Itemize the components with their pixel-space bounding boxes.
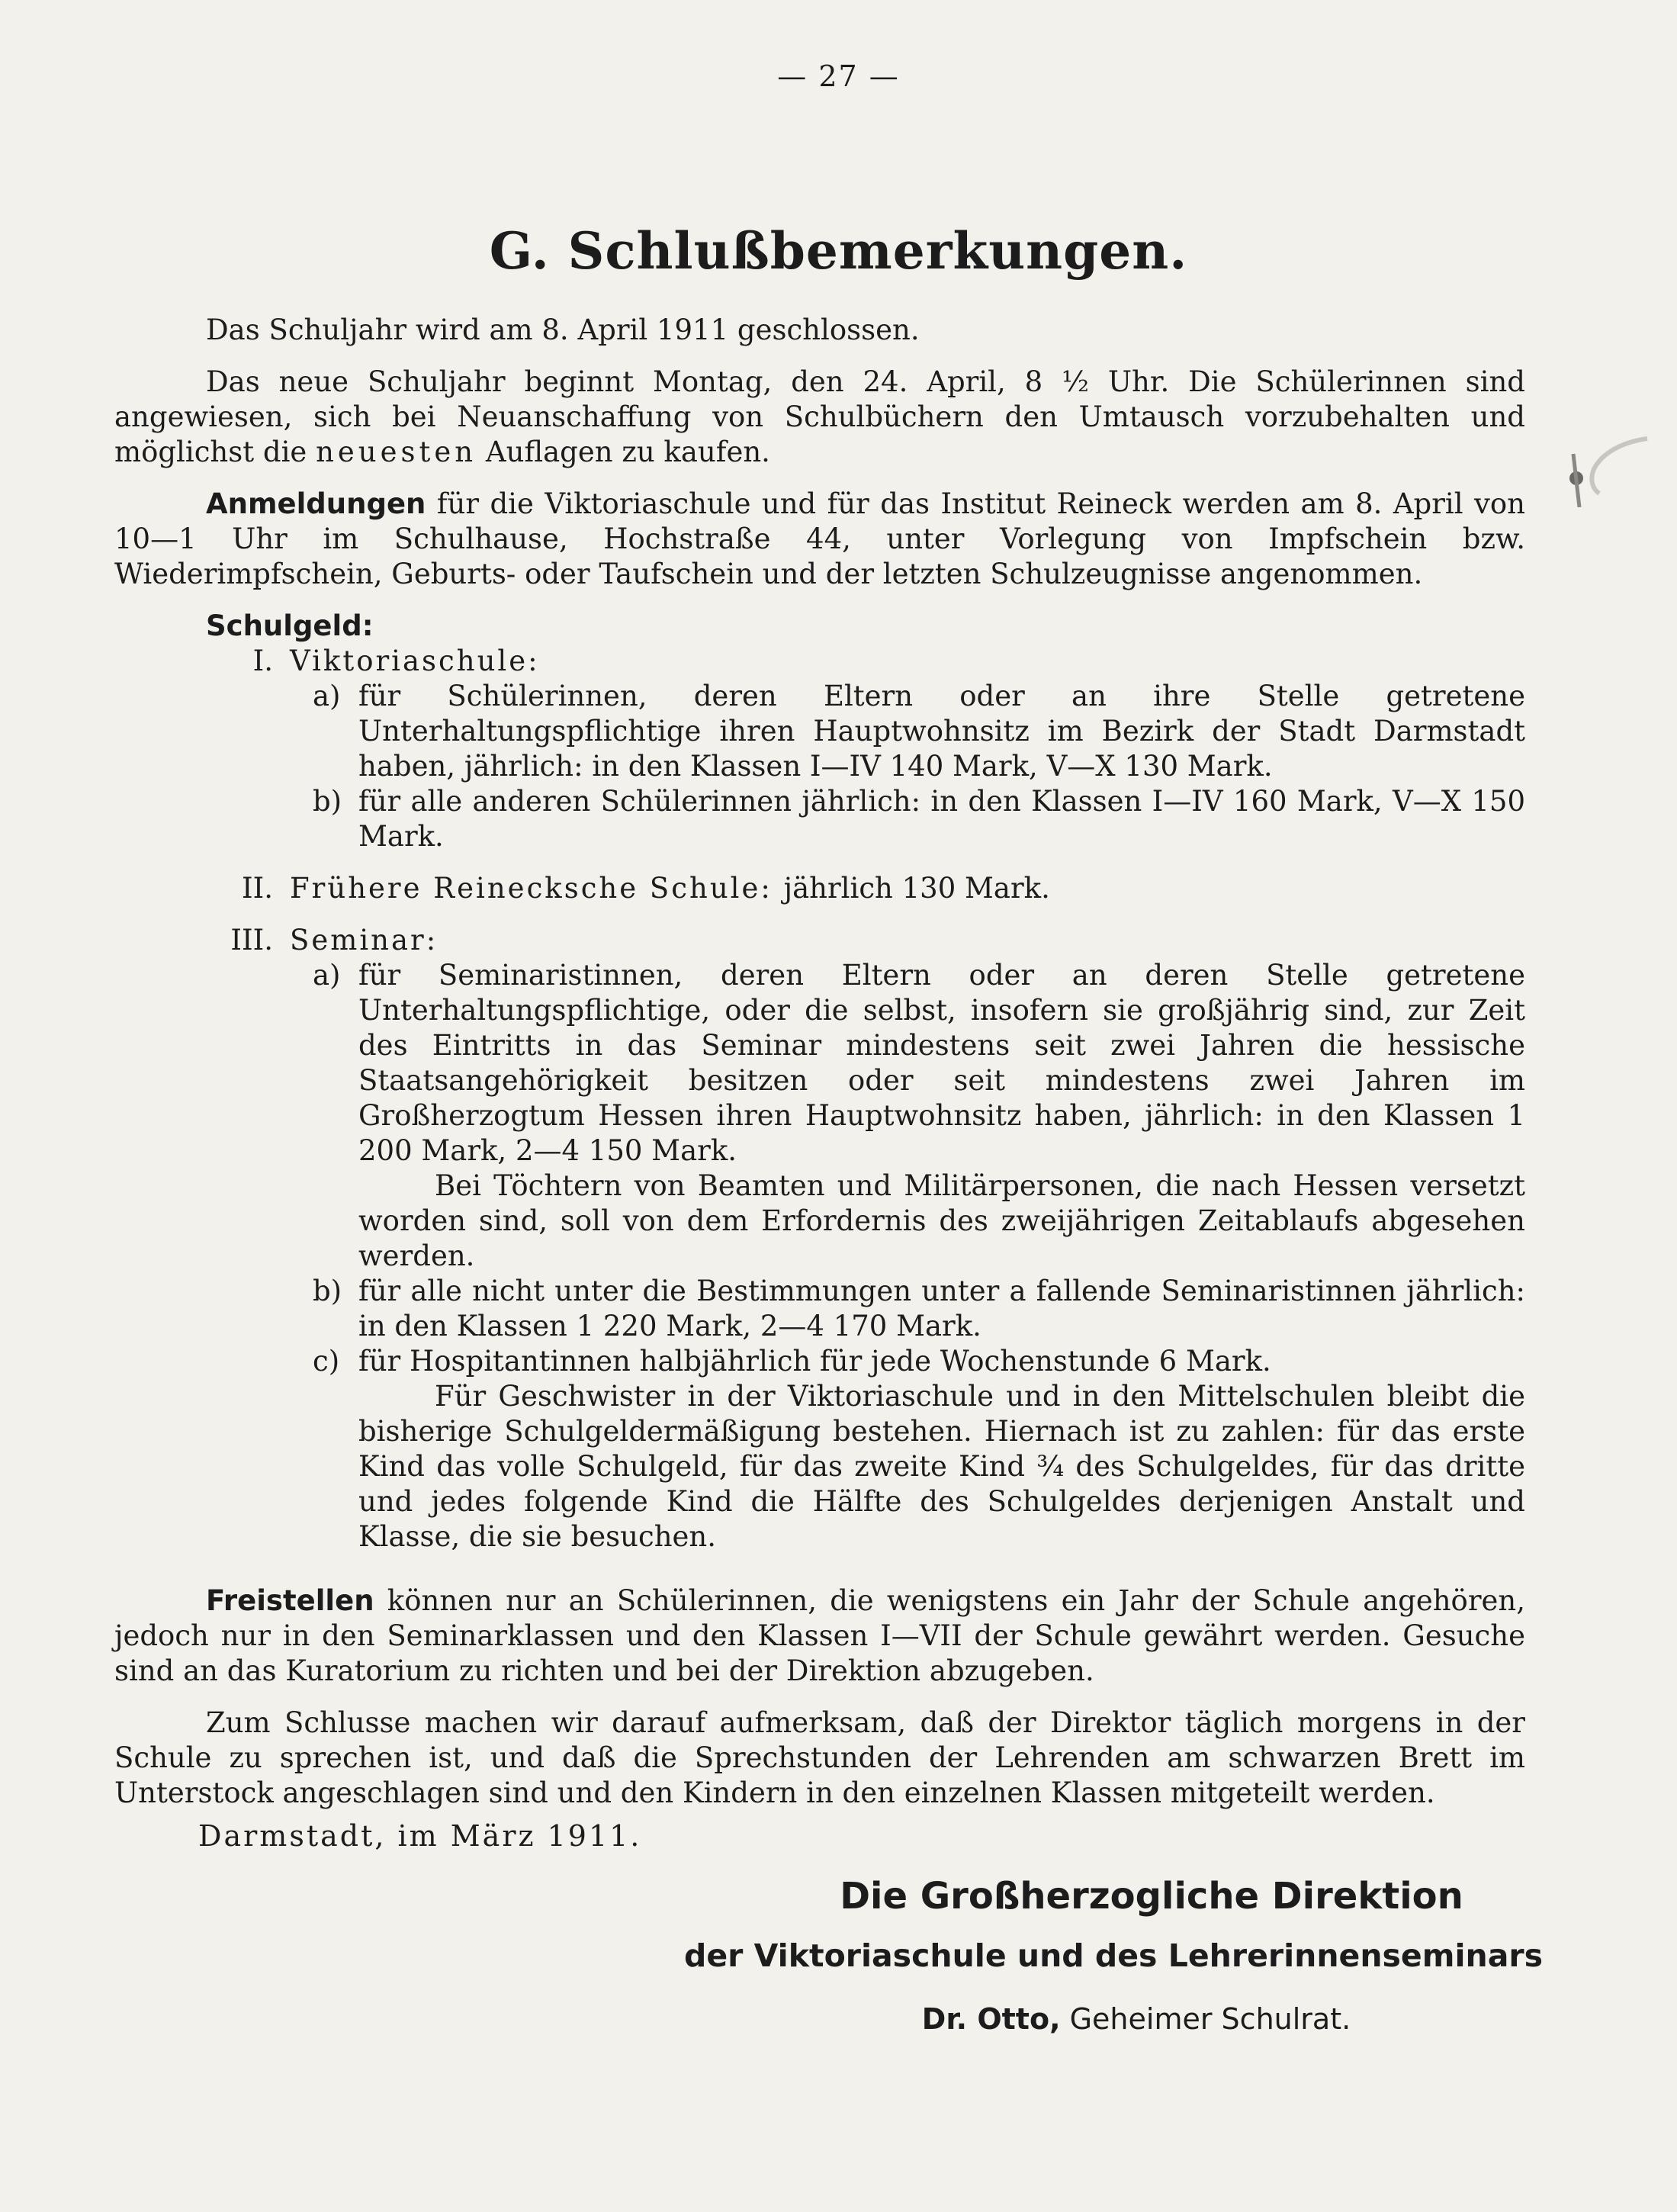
tuition-section-3: III. Seminar:: [230, 924, 439, 956]
tuition-section-2: II. Frühere Reinecksche Schule: jährlich 130 Mark.: [242, 872, 1050, 905]
tuition-item-3a: a) für Seminaristinnen, deren Eltern oder an deren Stelle getretene Unterhaltungspflichtige, oder die selbst, insofern sie großjährig sind, zur Zeit des Eintritts in das Seminar mindestens seit zwei Jahren die hessische Staatsangehörigkeit besitzen oder seit mindestens zwei Jahren im Großherzogtum Hessen ihren Hauptwohnsitz haben, jährlich: in den Klassen 1 200 Mark, 2—4 150 Mark.: [313, 959, 1525, 1167]
tuition-heading: Schulgeld:: [206, 609, 374, 642]
paragraph-closing-notice: Zum Schlusse machen wir darauf aufmerksam, daß der Direktor täglich morgens in der Schule zu sprechen ist, und daß die Sprechstunden der Lehrenden am schwarzen Brett im Unterstock angeschlagen sind und den Kindern in den einzelnen Klassen mitgeteilt werden.: [114, 1706, 1525, 1809]
paragraph-school-year-end: Das Schuljahr wird am 8. April 1911 geschlossen.: [206, 313, 920, 346]
paragraph-free-places: Freistellen können nur an Schülerinnen, die wenigstens ein Jahr der Schule angehören, jedoch nur in den Seminarklassen und den Klassen I—VII der Schule gewährt werden. Gesuche sind an das Kuratorium zu richten und bei der Direktion abzugeben.: [114, 1584, 1525, 1687]
signature-line-1: Die Großherzogliche Direktion: [840, 1875, 1463, 1918]
tuition-note-siblings: Für Geschwister in der Viktoriaschule und in den Mittelschulen bleibt die bisherige Schulgeldermäßigung bestehen. Hiernach ist zu zahlen: für das erste Kind das volle Schulgeld, für das zweite Kind ¾ des Schulgeldes, für das dritte und jedes folgende Kind die Hälfte des Schulgeldes derjenigen Anstalt und Klasse, die sie besuchen.: [358, 1380, 1525, 1553]
section-title: G. Schlußbemerkungen.: [489, 221, 1188, 281]
tuition-section-1: I. Viktoriaschule:: [252, 645, 540, 677]
dateline: Darmstadt, im März 1911.: [198, 1819, 642, 1853]
paragraph-registration: Anmeldungen für die Viktoriaschule und für das Institut Reineck werden am 8. April von 10—1 Uhr im Schulhause, Hochstraße 44, unter Vorlegung von Impfschein bzw. Wiederimpfschein, Geburts- oder Taufschein und der letzten Schulzeugnisse angenommen.: [114, 487, 1526, 590]
signature-name: Dr. Otto, Geheimer Schulrat.: [921, 2002, 1351, 2036]
tuition-item-3c: c) für Hospitantinnen halbjährlich für jede Wochenstunde 6 Mark.: [313, 1345, 1271, 1378]
tuition-item-3b: b) für alle nicht unter die Bestimmungen unter a fallende Seminaristinnen jährlich: in den Klassen 1 220 Mark, 2—4 170 Mark.: [313, 1275, 1525, 1342]
tuition-item-1b: b) für alle anderen Schülerinnen jährlich: in den Klassen I—IV 160 Mark, V—X 150 Mark.: [313, 785, 1525, 853]
emphasis-newest: neuesten: [316, 436, 477, 468]
body-text: [114, 313, 1525, 1811]
free-places-label: Freistellen: [206, 1584, 374, 1617]
ink-stain-mark: [1560, 423, 1659, 522]
tuition-note-3a: Bei Töchtern von Beamten und Militärpersonen, die nach Hessen versetzt worden sind, soll von dem Erfordernis des zweijährigen Zeitablaufs abgesehen werden.: [358, 1169, 1525, 1272]
signature-line-2: der Viktoriaschule und des Lehrerinnenseminars: [684, 1937, 1543, 1974]
tuition-item-1a: a) für Schülerinnen, deren Eltern oder an ihre Stelle getretene Unterhaltungspflichtige ihren Hauptwohnsitz im Bezirk der Stadt Darmstadt haben, jährlich: in den Klassen I—IV 140 Mark, V—X 130 Mark.: [313, 680, 1525, 783]
registration-label: Anmeldungen: [206, 487, 426, 520]
page-number: — 27 —: [777, 59, 900, 93]
paragraph-new-school-year: Das neue Schuljahr beginnt Montag, den 24. April, 8 ½ Uhr. Die Schülerinnen sind angewiesen, sich bei Neuanschaffung von Schulbüchern den Umtausch vorzubehalten und möglichst die neuesten Auflagen zu kaufen.: [114, 365, 1525, 468]
